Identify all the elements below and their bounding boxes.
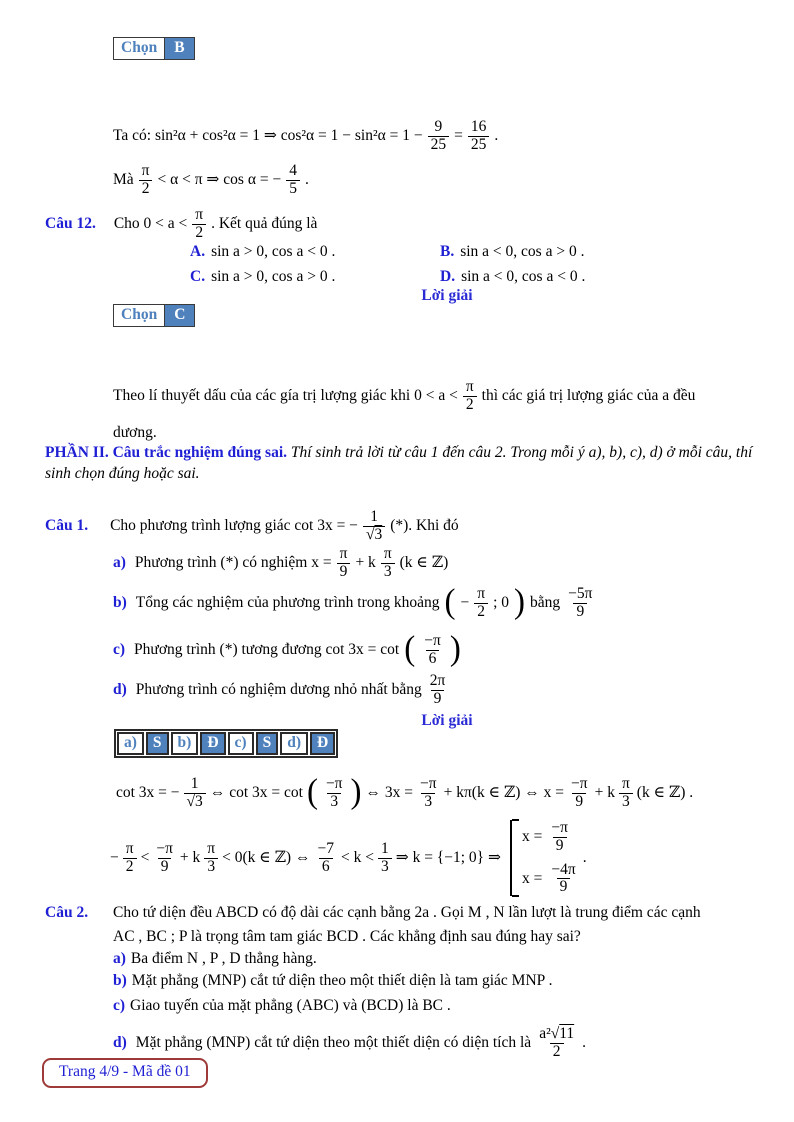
- denominator: 2: [139, 180, 153, 198]
- stem-text: (*). Khi đó: [390, 517, 459, 535]
- chosen-answer-box-b: [113, 37, 195, 60]
- denominator: 9: [553, 837, 567, 855]
- numerator: π: [207, 839, 216, 857]
- stem-text-line-1: Cho tứ diện đều ABCD có độ dài các cạnh bằng 2a . Gọi M , N lần lượt là trung điểm các cạnh: [113, 904, 701, 921]
- statement-text: Mặt phẳng (MNP) cắt tứ diện theo một thiết diện là tam giác MNP .: [131, 972, 553, 989]
- numerator: 1: [380, 839, 389, 857]
- fraction: [547, 862, 579, 896]
- fraction: [362, 509, 386, 543]
- chon-value: B: [165, 38, 193, 59]
- option-c: [190, 268, 335, 286]
- solution-heading-row: [100, 712, 794, 730]
- option-letter: A.: [190, 243, 206, 260]
- option-text: sin a > 0, cos a < 0 .: [211, 243, 336, 260]
- math-text: ; 0: [493, 594, 510, 612]
- question-number: Câu 12.: [45, 215, 96, 233]
- numerator: [536, 1026, 577, 1043]
- statement-label: c): [113, 641, 126, 659]
- denominator: 3: [378, 858, 392, 876]
- cases-bracket: [510, 820, 580, 896]
- math-text: −: [460, 594, 470, 612]
- fraction: [426, 673, 450, 707]
- stem-text: Cho phương trình lượng giác cot 3x = −: [110, 517, 358, 535]
- statement-text: Ba điểm N , P , D thẳng hàng.: [130, 950, 317, 967]
- stem-lines: [113, 901, 775, 949]
- case-row: [522, 862, 580, 896]
- question-12-stem: [45, 200, 317, 248]
- statement-text: Phương trình có nghiệm dương nhỏ nhất bằng: [135, 681, 422, 699]
- open-paren: (: [444, 583, 456, 622]
- math-text: Mà: [113, 171, 134, 189]
- explanation-text: Theo lí thuyết dấu của các gía trị lượng giác khi 0 < a <: [113, 387, 458, 405]
- fraction: [380, 546, 396, 580]
- math-text: < α < π ⇒ cos α = −: [157, 171, 282, 189]
- math-text: ⇒ k = {−1; 0} ⇒: [395, 849, 501, 867]
- numerator: π: [465, 377, 474, 395]
- math-text: < k <: [340, 849, 374, 867]
- numerator: π: [195, 205, 204, 223]
- close-paren: ): [449, 630, 461, 669]
- explanation-line-2: [113, 424, 157, 442]
- numerator: −π: [156, 839, 173, 857]
- statement-label: d): [113, 1034, 127, 1052]
- explanation-text: thì các giá trị lượng giác của a đều: [481, 387, 696, 405]
- option-text: sin a < 0, cos a > 0 .: [460, 243, 585, 260]
- math-text: ⇔ 3x =: [365, 784, 414, 802]
- numerator: π: [141, 161, 150, 179]
- answer-value: S: [256, 732, 279, 755]
- math-text: + k: [594, 784, 615, 802]
- fraction: [122, 841, 138, 875]
- statement-text: bằng: [530, 594, 561, 612]
- worked-solution-line-1: [116, 768, 693, 818]
- fraction: [416, 776, 441, 810]
- numerator: −5π: [568, 584, 593, 602]
- fraction: [467, 119, 491, 153]
- statement-label: a): [113, 950, 126, 967]
- answer-value: S: [146, 732, 169, 755]
- math-text: <: [140, 849, 150, 867]
- answer-label: a): [117, 732, 144, 755]
- math-text: x =: [521, 828, 543, 846]
- statement-text: + k: [355, 554, 376, 572]
- numerator: −π: [571, 774, 588, 792]
- chon-label: Chọn: [114, 305, 165, 326]
- denominator: 5: [286, 180, 300, 198]
- numerator: −7: [317, 839, 334, 857]
- part-2-title: PHẦN II. Câu trắc nghiệm đúng sai.: [45, 444, 287, 461]
- denominator: 3: [381, 563, 395, 581]
- fraction: [377, 841, 393, 875]
- fraction: [183, 776, 207, 810]
- denominator: 9: [431, 690, 445, 708]
- statement-text: Giao tuyến của mặt phẳng (ABC) và (BCD) là BC .: [130, 997, 451, 1014]
- fraction: [285, 163, 301, 197]
- statement-text: Phương trình (*) có nghiệm x =: [134, 554, 332, 572]
- option-letter: C.: [190, 268, 206, 285]
- math-text: a²: [539, 1024, 551, 1042]
- open-paren: (: [306, 773, 318, 812]
- option-letter: D.: [440, 268, 456, 285]
- statement-label: c): [113, 997, 126, 1014]
- question-2-stem: [45, 901, 775, 949]
- fraction: [567, 776, 592, 810]
- numerator: π: [125, 839, 134, 857]
- denominator: 2: [463, 396, 477, 414]
- math-text: Ta có: sin²α + cos²α = 1 ⇒ cos²α = 1 − sin²α = 1 −: [113, 127, 423, 145]
- part-2-header: [45, 442, 759, 484]
- fraction: [191, 207, 207, 241]
- radicand: 11: [559, 1024, 575, 1042]
- numerator: π: [477, 584, 486, 602]
- denominator: 9: [572, 793, 586, 811]
- fraction: [462, 379, 478, 413]
- statement-label: b): [113, 972, 127, 989]
- denominator: 2: [192, 224, 206, 242]
- denominator: 2: [123, 858, 137, 876]
- math-text: =: [454, 127, 463, 145]
- numerator: −π: [424, 631, 441, 649]
- math-text: .: [582, 849, 587, 867]
- math-text: −: [110, 849, 119, 867]
- sqrt-sign: √: [365, 525, 375, 543]
- denominator: 9: [337, 563, 351, 581]
- chon-label: Chọn: [114, 38, 165, 59]
- answer-key-strip: [114, 729, 338, 758]
- solution-math-line-2: [113, 157, 309, 203]
- math-text: + kπ(k ∈ ℤ) ⇔ x =: [443, 784, 565, 802]
- stem-text-line-2: AC , BC ; P là trọng tâm tam giác BCD . Các khẳng định sau đúng hay sai?: [113, 928, 581, 945]
- math-text: .: [304, 171, 309, 189]
- fraction: [336, 546, 352, 580]
- option-letter: B.: [440, 243, 455, 260]
- numerator: −4π: [551, 860, 576, 878]
- fraction: [203, 841, 219, 875]
- math-text: (k ∈ ℤ) .: [636, 784, 694, 802]
- fraction: [152, 841, 177, 875]
- statement-c: [113, 997, 451, 1015]
- denominator: 25: [468, 136, 490, 154]
- page-number-box: Trang 4/9 - Mã đề 01: [42, 1058, 208, 1088]
- fraction: [427, 119, 451, 153]
- numerator: 1: [370, 507, 378, 525]
- option-text: sin a < 0, cos a < 0 .: [461, 268, 586, 285]
- statement-b: [113, 972, 552, 990]
- numerator: −π: [420, 774, 437, 792]
- math-text: ⇔ cot 3x = cot: [209, 784, 303, 802]
- numerator: −π: [325, 774, 343, 792]
- worked-solution-line-2: [110, 816, 587, 900]
- denominator: 9: [158, 858, 172, 876]
- question-number: Câu 1.: [45, 517, 89, 535]
- stem-text: Cho 0 < a <: [113, 215, 188, 233]
- solution-heading: Lời giải: [421, 712, 473, 729]
- statement-label: a): [113, 554, 126, 572]
- numerator: 1: [190, 774, 199, 792]
- solution-math-line-1: [113, 112, 498, 160]
- statement-text: Mặt phẳng (MNP) cắt tứ diện theo một thiết diện có diện tích là: [135, 1034, 532, 1052]
- option-a: [190, 243, 335, 261]
- math-text: + k: [179, 849, 201, 867]
- statement-a: [113, 950, 317, 968]
- numerator: 4: [289, 161, 297, 179]
- statement-d: [113, 667, 449, 713]
- math-text: x =: [521, 869, 543, 887]
- solution-heading-row: [100, 287, 794, 305]
- numerator: 2π: [429, 671, 446, 689]
- math-text: < 0(k ∈ ℤ) ⇔: [222, 849, 311, 867]
- solution-heading: Lời giải: [421, 287, 473, 304]
- option-b: [440, 243, 584, 261]
- fraction: [420, 633, 445, 667]
- denominator: 6: [426, 650, 440, 668]
- answer-value: Đ: [200, 732, 225, 755]
- answer-label: d): [280, 732, 308, 755]
- math-text: .: [494, 127, 499, 145]
- denominator: 9: [557, 878, 571, 896]
- radicand: 3: [374, 525, 383, 543]
- fraction: [618, 776, 634, 810]
- denominator: 25: [428, 136, 450, 154]
- statement-text: (k ∈ ℤ): [399, 554, 449, 572]
- statement-text: Phương trình (*) tương đương cot 3x = cot: [134, 641, 400, 659]
- statement-label: b): [113, 594, 127, 612]
- open-paren: (: [404, 630, 416, 669]
- numerator: π: [383, 544, 392, 562]
- part-2-instructions: Thí sinh trả lời từ câu 1 đến câu 2. Trong mỗi ý a), b), c), d) ở mỗi câu, thí sinh chọn đúng hoặc sai.: [45, 444, 753, 482]
- denominator: 3: [421, 793, 435, 811]
- numerator: π: [621, 774, 630, 792]
- numerator: 16: [470, 117, 487, 135]
- denominator: 3: [327, 793, 341, 811]
- math-text: cot 3x = −: [116, 784, 180, 802]
- fraction: [535, 1026, 578, 1060]
- fraction: [322, 776, 347, 810]
- denominator: 6: [319, 858, 333, 876]
- fraction: [138, 163, 154, 197]
- answer-label: c): [228, 732, 254, 755]
- denominator: 3: [619, 793, 633, 811]
- explanation-line-1: [113, 372, 695, 420]
- question-number: Câu 2.: [45, 904, 89, 921]
- answer-label: b): [171, 732, 199, 755]
- answer-value: Đ: [310, 732, 335, 755]
- fraction: [547, 820, 572, 854]
- explanation-text: dương.: [113, 424, 157, 441]
- fraction: [313, 841, 338, 875]
- math-text: .: [582, 1034, 587, 1052]
- statement-b: [113, 578, 596, 628]
- chosen-answer-box-c: [113, 304, 195, 327]
- denominator: 3: [204, 858, 218, 876]
- denominator: 2: [550, 1043, 564, 1061]
- case-row: [522, 820, 580, 854]
- sqrt-sign: √: [550, 1024, 560, 1042]
- statement-label: d): [113, 681, 127, 699]
- statement-text: Tổng các nghiệm của phương trình trong khoảng: [135, 594, 440, 612]
- option-d: [440, 268, 585, 286]
- close-paren: ): [514, 583, 526, 622]
- stem-text: . Kết quả đúng là: [211, 215, 318, 233]
- option-text: sin a > 0, cos a > 0 .: [211, 268, 336, 285]
- page-footer: [42, 1058, 208, 1088]
- denominator: 9: [573, 603, 587, 621]
- chon-value: C: [165, 305, 194, 326]
- fraction: [564, 586, 596, 620]
- denominator: √3: [184, 793, 206, 811]
- close-paren: ): [350, 773, 362, 812]
- numerator: 9: [434, 117, 443, 135]
- numerator: −π: [551, 819, 568, 837]
- denominator: 2: [474, 603, 488, 621]
- numerator: π: [339, 544, 348, 562]
- fraction: [473, 586, 489, 620]
